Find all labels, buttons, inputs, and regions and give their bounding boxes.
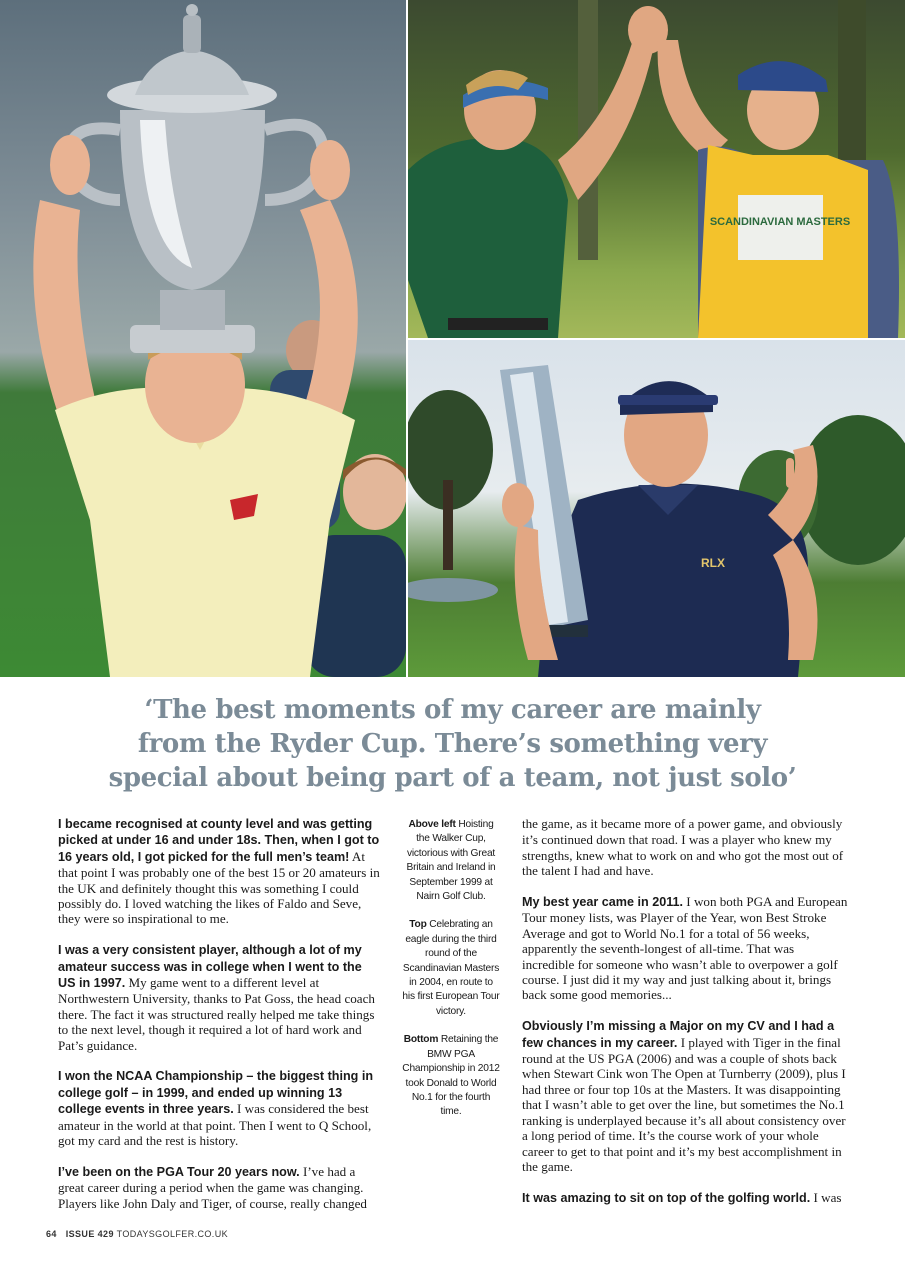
caption-above-left — [402, 818, 500, 904]
photo-captions — [402, 818, 500, 1134]
paragraph — [58, 816, 382, 927]
paragraph-text: I’ve had a great career during a period when the game was changing. Players like John Daly and Tiger, of course, really changed — [58, 1163, 367, 1211]
issue-number: ISSUE 429 — [65, 1229, 114, 1239]
website-link[interactable]: TODAYSGOLFER.CO.UK — [116, 1229, 228, 1239]
paragraph — [522, 1190, 848, 1206]
caption-text: Hoisting the Walker Cup, victorious with Great Britain and Ireland in September 1999 at Nairn Golf Club. — [406, 819, 496, 903]
high-five-illustration — [408, 0, 905, 338]
photo-walker-cup — [0, 0, 406, 677]
paragraph-lead: I became recognised at county level and was getting picked at under 16 and under 18s. Then, when I got to 16 years old, I got picked for the full men’s team! — [58, 817, 380, 864]
paragraph — [522, 1018, 848, 1174]
pull-quote — [90, 693, 815, 795]
body-column-3 — [522, 816, 848, 1222]
paragraph — [522, 816, 848, 879]
photo-bmw-pga — [408, 340, 905, 677]
paragraph-text: At that point I was probably one of the best 15 or 20 amateurs in the UK and definitely thought this was something I could possibly do. I loved watching the likes of Faldo and Seve, they were so inspirational to me. — [58, 848, 380, 927]
paragraph-lead: I’ve been on the PGA Tour 20 years now. — [58, 1164, 300, 1179]
paragraph — [58, 1164, 382, 1211]
shirt-logo: RLX — [701, 556, 725, 570]
caption-text: Retaining the BMW PGA Championship in 2012 took Donald to World No.1 for the fourth time. — [402, 1034, 500, 1118]
caption-head: Above left — [408, 819, 456, 830]
paragraph — [58, 1068, 382, 1148]
paragraph-lead: My best year came in 2011. — [522, 895, 684, 910]
vest-label: SCANDINAVIAN MASTERS — [709, 216, 851, 228]
page-number: 64 — [46, 1229, 57, 1239]
pull-quote-line: special about being part of a team, not just solo’ — [108, 763, 797, 793]
paragraph-lead: I won the NCAA Championship – the biggest thing in college golf – in 1999, and ended up winning 13 college events in three years. — [58, 1069, 374, 1117]
paragraph-text: I was — [810, 1189, 842, 1205]
caption-head: Bottom — [403, 1034, 439, 1046]
pull-quote-line: ‘The best moments of my career are mainly — [144, 695, 761, 725]
paragraph — [522, 894, 848, 1003]
caption-text: Celebrating an eagle during the third round of the Scandinavian Masters in 2004, en route to his first European Tour victory. — [402, 919, 500, 1017]
paragraph-text: I was considered the best amateur in the world at that point. Then I went to Q School, got my card and the rest is history. — [58, 1101, 372, 1149]
paragraph-text: I played with Tiger in the final round at the US PGA (2006) and was a couple of shots back when Stewart Cink won The Open at Turnberry (2009), plus I had three or four top 10s at the Masters. It was disappointing that I wasn’t able to get over the line, but sometimes the No.1 ranking is underplayed because it’s all about consistency over a long period of time. It’s the course work of your whole career to get to that point and it’s my best accomplishment in the game. — [522, 1034, 846, 1174]
caption-top — [402, 918, 500, 1019]
paragraph-lead: I was a very consistent player, although a lot of my amateur success was in college when I went to the US in 1997. — [58, 943, 362, 991]
paragraph-lead: It was amazing to sit on top of the golfing world. — [522, 1190, 811, 1205]
walker-cup-illustration — [0, 0, 406, 677]
paragraph-text: the game, as it became more of a power game, and obviously it’s continued down that road. I was a player who knew my strengths, knew what to work on and who got the most out of the talent I had and have. — [522, 816, 844, 879]
body-column-1 — [58, 816, 382, 1227]
photo-scandinavian-masters — [408, 0, 905, 338]
paragraph — [58, 942, 382, 1053]
paragraph-text: My game went to a different level at Northwestern University, thanks to Pat Goss, the head coach there. The fact it was structured really helped me take things to the next level, though it required a lot of hard work and Pat’s guidance. — [58, 975, 375, 1053]
page-footer — [46, 1229, 228, 1239]
caption-bottom — [402, 1033, 500, 1119]
bmw-pga-illustration — [408, 340, 905, 677]
paragraph-lead: Obviously I’m missing a Major on my CV and I had a few chances in my career. — [522, 1019, 835, 1050]
caption-head: Top — [409, 919, 427, 931]
paragraph-text: I won both PGA and European Tour money lists, was Player of the Year, won Best Stroke Average and got to World No.1 for a total of 56 weeks, apparently the seventh-longest of all-time. That was incredible for someone who wasn’t able to overpower a golf course. I just did it my way and just talking about it, brings back some good memories... — [522, 894, 848, 1003]
pull-quote-line: from the Ryder Cup. There’s something very — [137, 729, 768, 759]
